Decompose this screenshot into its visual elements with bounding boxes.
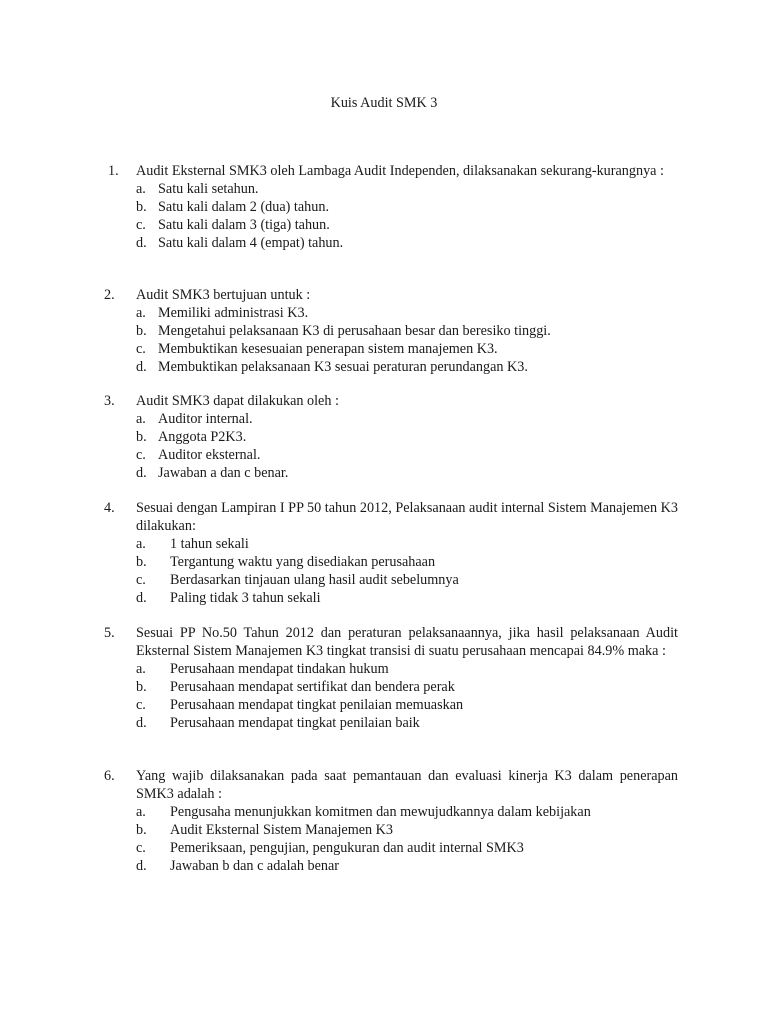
option-d (104, 234, 678, 252)
option-letter: c. (136, 341, 146, 357)
option-text: Auditor eksternal. (158, 447, 261, 463)
option-letter: c. (136, 572, 146, 588)
option-letter: b. (136, 429, 147, 445)
option-list (104, 410, 678, 482)
option-text: Perusahaan mendapat tindakan hukum (170, 661, 389, 677)
option-letter: b. (136, 199, 147, 215)
option-text: Perusahaan mendapat sertifikat dan bendera perak (170, 679, 455, 695)
option-c (104, 696, 678, 714)
question-text: Audit SMK3 bertujuan untuk : (136, 287, 311, 303)
option-text: Memiliki administrasi K3. (158, 305, 309, 321)
option-letter: d. (136, 359, 147, 375)
option-a (104, 803, 678, 821)
option-letter: d. (136, 715, 147, 731)
option-c (104, 446, 678, 464)
question-5 (104, 624, 678, 732)
question-number: 3. (104, 393, 115, 409)
option-letter: c. (136, 840, 146, 856)
question-number: 6. (104, 768, 115, 784)
question-6 (104, 767, 678, 875)
option-letter: a. (136, 536, 146, 552)
option-text: Satu kali dalam 4 (empat) tahun. (158, 235, 344, 251)
option-letter: b. (136, 323, 147, 339)
question-number: 2. (104, 287, 115, 303)
option-letter: a. (136, 305, 146, 321)
option-text: Satu kali dalam 2 (dua) tahun. (158, 199, 329, 215)
option-text: Auditor internal. (158, 411, 253, 427)
option-a (104, 180, 678, 198)
option-text: Berdasarkan tinjauan ulang hasil audit sebelumnya (170, 572, 459, 588)
question-number: 5. (104, 625, 115, 641)
option-text: Pengusaha menunjukkan komitmen dan mewujudkannya dalam kebijakan (170, 804, 591, 820)
question-text: Audit SMK3 dapat dilakukan oleh : (136, 393, 339, 409)
page-title: Kuis Audit SMK 3 (330, 95, 438, 111)
option-b (104, 821, 678, 839)
option-text: 1 tahun sekali (170, 536, 249, 552)
option-b (104, 553, 678, 571)
option-c (104, 340, 678, 358)
option-list (104, 660, 678, 732)
question-4 (104, 499, 678, 607)
option-c (104, 571, 678, 589)
option-text: Pemeriksaan, pengujian, pengukuran dan audit internal SMK3 (170, 840, 524, 856)
option-letter: a. (136, 661, 146, 677)
option-c (104, 839, 678, 857)
option-list (104, 535, 678, 607)
option-text: Jawaban a dan c benar. (158, 465, 289, 481)
option-text: Audit Eksternal Sistem Manajemen K3 (170, 822, 394, 838)
option-letter: a. (136, 181, 146, 197)
option-letter: d. (136, 465, 147, 481)
option-letter: a. (136, 411, 146, 427)
option-b (104, 428, 678, 446)
option-d (104, 589, 678, 607)
option-text: Anggota P2K3. (158, 429, 247, 445)
question-text: Sesuai PP No.50 Tahun 2012 dan peraturan pelaksanaannya, jika hasil pelaksanaan Audit Eksternal Sistem Manajemen K3 tingkat transisi di suatu perusahaan mencapai 84.9% maka : (136, 625, 678, 659)
option-list (104, 803, 678, 875)
option-text: Satu kali setahun. (158, 181, 259, 197)
option-list (104, 180, 678, 252)
option-letter: a. (136, 804, 146, 820)
option-letter: c. (136, 217, 146, 233)
question-number: 1. (108, 163, 119, 179)
option-letter: d. (136, 590, 147, 606)
option-d (104, 464, 678, 482)
option-a (104, 304, 678, 322)
option-list (104, 304, 678, 376)
option-text: Paling tidak 3 tahun sekali (170, 590, 321, 606)
option-letter: b. (136, 679, 147, 695)
question-3 (104, 392, 678, 482)
option-text: Tergantung waktu yang disediakan perusahaan (170, 554, 436, 570)
option-letter: d. (136, 858, 147, 874)
option-a (104, 410, 678, 428)
question-2 (104, 286, 678, 376)
option-d (104, 358, 678, 376)
question-text: Sesuai dengan Lampiran I PP 50 tahun 2012, Pelaksanaan audit internal Sistem Manajemen K3 dilakukan: (136, 500, 678, 534)
option-a (104, 660, 678, 678)
option-b (104, 678, 678, 696)
question-text: Yang wajib dilaksanakan pada saat pemantauan dan evaluasi kinerja K3 dalam penerapan SMK3 adalah : (136, 768, 678, 802)
option-text: Perusahaan mendapat tingkat penilaian memuaskan (170, 697, 464, 713)
option-letter: b. (136, 554, 147, 570)
option-letter: c. (136, 697, 146, 713)
option-d (104, 857, 678, 875)
question-1 (104, 162, 678, 252)
option-d (104, 714, 678, 732)
option-text: Perusahaan mendapat tingkat penilaian baik (170, 715, 420, 731)
question-text: Audit Eksternal SMK3 oleh Lambaga Audit Independen, dilaksanakan sekurang-kurangnya : (136, 163, 664, 179)
option-text: Membuktikan kesesuaian penerapan sistem manajemen K3. (158, 341, 498, 357)
option-b (104, 198, 678, 216)
option-letter: b. (136, 822, 147, 838)
question-number: 4. (104, 500, 115, 516)
option-a (104, 535, 678, 553)
option-text: Mengetahui pelaksanaan K3 di perusahaan besar dan beresiko tinggi. (158, 323, 551, 339)
option-text: Jawaban b dan c adalah benar (170, 858, 339, 874)
option-letter: c. (136, 447, 146, 463)
option-letter: d. (136, 235, 147, 251)
option-text: Membuktikan pelaksanaan K3 sesuai peraturan perundangan K3. (158, 359, 528, 375)
option-text: Satu kali dalam 3 (tiga) tahun. (158, 217, 330, 233)
option-b (104, 322, 678, 340)
option-c (104, 216, 678, 234)
